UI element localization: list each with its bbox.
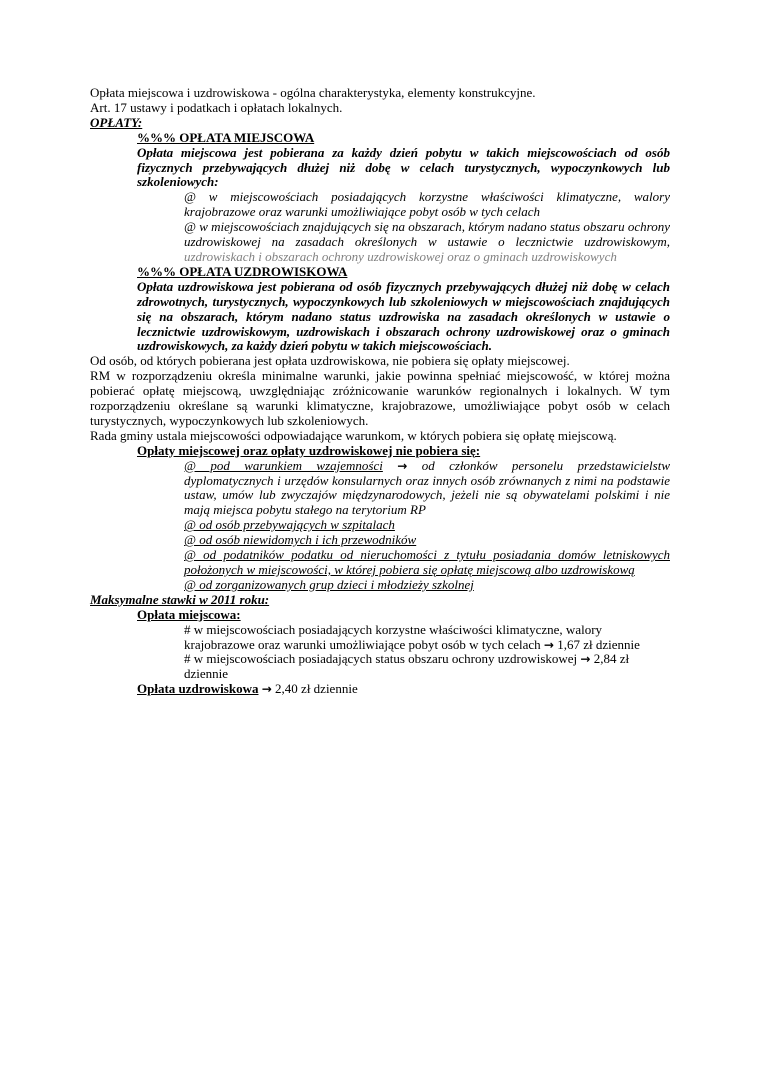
text-run bbox=[383, 458, 397, 473]
paragraph-6 bbox=[90, 220, 670, 265]
paragraph-21 bbox=[90, 652, 670, 682]
text-run: @ w miejscowościach znajdujących się na obszarach, którym nadano status obszaru ochrony uzdrowiskowej na zasadach określonych w ustawie o lecznictwie uzdrowiskowym, bbox=[184, 219, 670, 250]
text-run: @ od zorganizowanych grup dzieci i młodzieży szkolnej bbox=[184, 576, 474, 592]
paragraph-20 bbox=[90, 623, 670, 653]
text-run: Opłata miejscowa: bbox=[137, 606, 241, 622]
text-run: uzdrowiskach i obszarach ochrony uzdrowiskowej oraz o gminach uzdrowiskowych bbox=[184, 248, 617, 264]
text-run: 2,84 zł dziennie bbox=[184, 651, 630, 682]
paragraph-5 bbox=[90, 190, 670, 220]
paragraph-13 bbox=[90, 459, 670, 519]
text-run: %%% OPŁATA UZDROWISKOWA bbox=[137, 263, 348, 279]
paragraph-2 bbox=[90, 116, 670, 131]
paragraph-11 bbox=[90, 429, 670, 444]
paragraph-9 bbox=[90, 354, 670, 369]
text-run: Rada gminy ustala miejscowości odpowiadające warunkom, w których pobiera się opłatę miejscową. bbox=[90, 427, 617, 443]
text-run: Opłata miejscowa i uzdrowiskowa - ogólna charakterystyka, elementy konstrukcyjne. bbox=[90, 85, 536, 100]
text-run: Opłata miejscowa jest pobierana za każdy dzień pobytu w takich miejscowościach od osób fizycznych przebywających dłużej niż dobę w celach turystycznych, wypoczynkowych lub szkoleniowych: bbox=[137, 144, 670, 190]
text-run: %%% OPŁATA MIEJSCOWA bbox=[137, 129, 315, 145]
arrow-icon: → bbox=[261, 682, 272, 697]
text-run: @ w miejscowościach posiadających korzystne właściwości klimatyczne, walory krajobrazowe oraz warunki umożliwiające pobyt osób w tych celach bbox=[184, 189, 670, 220]
paragraph-22 bbox=[90, 682, 670, 697]
arrow-icon: → bbox=[397, 458, 408, 473]
text-run: # w miejscowościach posiadających korzystne właściwości klimatyczne, walory krajobrazowe oraz warunki umożliwiające pobyt osób w tych celach bbox=[184, 621, 603, 652]
paragraph-18 bbox=[90, 593, 670, 608]
text-run: @ od podatników podatku od nieruchomości z tytułu posiadania domów letniskowych położonych w miejscowości, w której pobiera się opłatę miejscową albo uzdrowiskową bbox=[184, 547, 670, 577]
arrow-icon: → bbox=[580, 652, 591, 667]
paragraph-14 bbox=[90, 518, 670, 533]
text-run: Opłaty miejscowej oraz opłaty uzdrowiskowej nie pobiera się: bbox=[137, 442, 481, 458]
text-run: OPŁATY: bbox=[90, 114, 143, 130]
paragraph-10 bbox=[90, 369, 670, 429]
text-run: RM w rozporządzeniu określa minimalne warunki, jakie powinna spełniać miejscowość, w której można pobierać opłatę miejscową, uwzględniając zróżnicowanie warunków regionalnych i lokalnych. W tym rozporządzeniu określane są warunki klimatyczne, krajobrazowe, umożliwiające pobyt osób w celach turystycznych, wypoczynkowych lub szkoleniowych. bbox=[90, 368, 670, 428]
paragraph-12 bbox=[90, 444, 670, 459]
paragraph-3 bbox=[90, 131, 670, 146]
text-run: @ od osób przebywających w szpitalach bbox=[184, 517, 395, 533]
text-run: 1,67 zł dziennie bbox=[553, 636, 640, 652]
text-run: Od osób, od których pobierana jest opłata uzdrowiskowa, nie pobiera się opłaty miejscowej. bbox=[90, 353, 570, 369]
paragraph-15 bbox=[90, 533, 670, 548]
paragraph-8 bbox=[90, 280, 670, 355]
paragraph-19 bbox=[90, 608, 670, 623]
paragraph-7 bbox=[90, 265, 670, 280]
text-run: od członków personelu przedstawicielstw dyplomatycznych i urzędów konsularnych oraz innych osób zrównanych z nimi na podstawie ustaw, umów lub zwyczajów międzynarodowych, jeżeli nie są obywatelami polskimi i nie mają miejsca pobytu stałego na terytorium RP bbox=[184, 457, 671, 518]
paragraph-1 bbox=[90, 101, 670, 116]
text-run: Opłata uzdrowiskowa jest pobierana od osób fizycznych przebywających dłużej niż dobę w celach zdrowotnych, turystycznych, wypoczynkowych lub szkoleniowych w miejscowościach znajdujących się na obszarach, którym nadano status uzdrowiska na zasadach określonych w ustawie o lecznictwie uzdrowiskowym, uzdrowiskach i obszarach ochrony uzdrowiskowej oraz o gminach uzdrowiskowych, za każdy dzień pobytu w takich miejscowościach. bbox=[137, 278, 670, 354]
text-run: Opłata uzdrowiskowa bbox=[137, 681, 259, 697]
text-run: 2,40 zł dziennie bbox=[271, 681, 358, 697]
text-run: Maksymalne stawki w 2011 roku: bbox=[90, 591, 270, 607]
paragraph-16 bbox=[90, 548, 670, 578]
text-run: @ pod warunkiem wzajemności bbox=[184, 457, 383, 473]
paragraph-4 bbox=[90, 146, 670, 191]
paragraph-0 bbox=[90, 86, 670, 101]
document-page bbox=[90, 86, 670, 697]
paragraph-17 bbox=[90, 578, 670, 593]
text-run: @ od osób niewidomych i ich przewodników bbox=[184, 532, 417, 548]
arrow-icon: → bbox=[543, 637, 554, 652]
text-run: # w miejscowościach posiadających status obszaru ochrony uzdrowiskowej bbox=[184, 651, 581, 667]
text-run: Art. 17 ustawy i podatkach i opłatach lokalnych. bbox=[90, 99, 343, 115]
